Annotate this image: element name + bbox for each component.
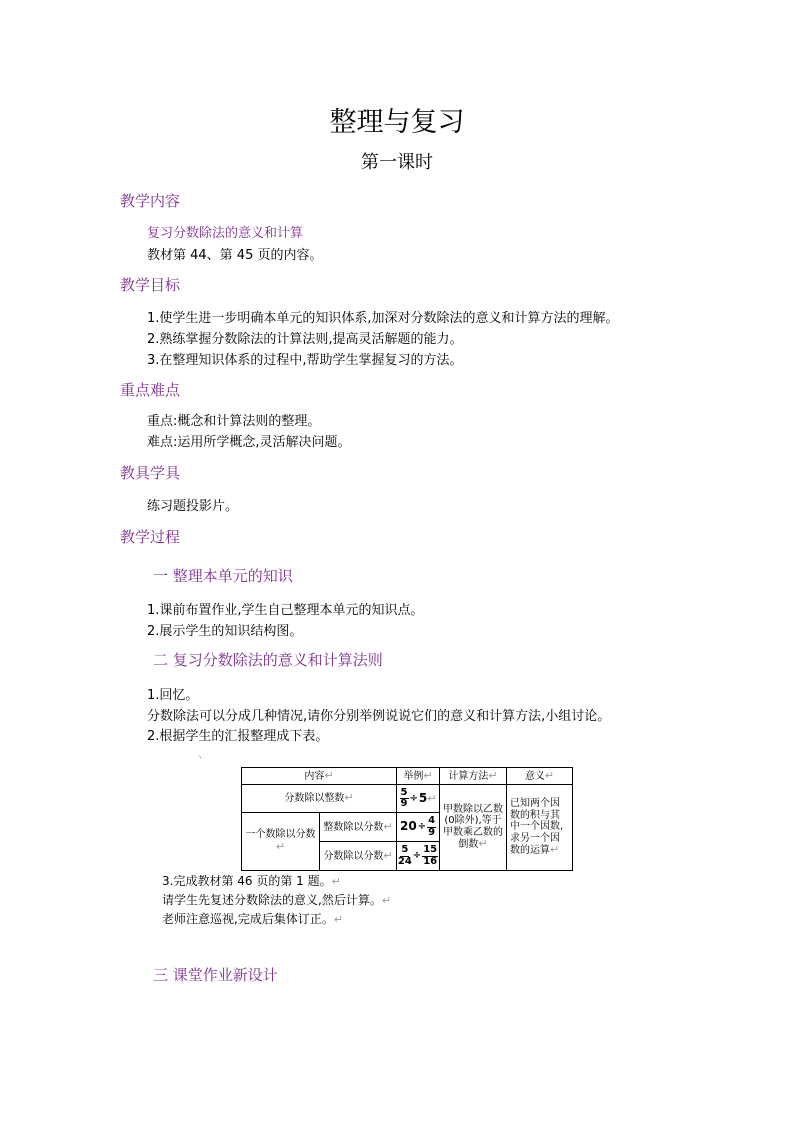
content-sub: 复习分数除法的意义和计算 (147, 226, 304, 241)
row2-label: 整数除以分数↵ (320, 813, 397, 842)
group-label: 一个数除以分数↵ (242, 813, 320, 871)
method-cell: 甲数除以乙数(0除外),等于甲数乘乙数的倒数↵ (440, 785, 507, 871)
key-point-2: 难点:运用所学概念,灵活解决问题。 (147, 435, 351, 450)
fraction: $\frac{15}{16}$ (423, 844, 438, 867)
after-table-2: 请学生先复述分数除法的意义,然后计算。↵ (162, 893, 392, 907)
table-header-method: 计算方法↵ (440, 768, 507, 785)
row3-label: 分数除以分数↵ (320, 842, 397, 871)
heading-content: 教学内容 (120, 192, 181, 210)
row1-label: 分数除以整数↵ (242, 785, 397, 813)
key-point-1: 重点:概念和计算法则的整理。 (147, 414, 321, 429)
heading-key-points: 重点难点 (120, 381, 181, 399)
content-text: 教材第 44、第 45 页的内容。 (147, 248, 323, 263)
fraction: $\frac{4}{9}$ (428, 815, 436, 838)
table-header-example: 举例↵ (397, 768, 440, 785)
stray-mark: 、 (198, 747, 209, 760)
table-header-content: 内容↵ (242, 768, 397, 785)
heading-goals: 教学目标 (120, 276, 181, 294)
heading-tools: 教具学具 (120, 464, 181, 482)
part2-item-3: 2.根据学生的汇报整理成下表。 (147, 729, 329, 744)
part2-title: 二 复习分数除法的意义和计算法则 (153, 651, 383, 669)
part1-item-2: 2.展示学生的知识结构图。 (147, 624, 303, 639)
after-table-1: 3.完成教材第 46 页的第 1 题。↵ (162, 874, 341, 888)
part2-item-1: 1.回忆。 (147, 688, 199, 703)
document-title: 整理与复习 (329, 107, 465, 138)
goal-item-2: 2.熟练掌握分数除法的计算法则,提高灵活解题的能力。 (147, 332, 463, 347)
after-table-3: 老师注意巡视,完成后集体订正。↵ (162, 912, 344, 926)
part1-item-1: 1.课前布置作业,学生自己整理本单元的知识点。 (147, 603, 424, 618)
part2-item-2: 分数除法可以分成几种情况,请你分别举例说说它们的意义和计算方法,小组讨论。 (147, 709, 611, 724)
part3-title: 三 课堂作业新设计 (153, 966, 278, 984)
meaning-cell: 已知两个因数的积与其中一个因数,求另一个因数的运算↵ (507, 785, 573, 871)
table-row (242, 785, 573, 813)
row1-example: $\frac{5}{9}$ ÷5↵ (397, 785, 440, 813)
fraction: $\frac{5}{24}$ (397, 844, 412, 867)
goal-item-1: 1.使学生进一步明确本单元的知识体系,加深对分数除法的意义和计算方法的理解。 (147, 311, 619, 326)
fraction: $\frac{5}{9}$ (400, 786, 408, 809)
heading-process: 教学过程 (120, 528, 181, 546)
row3-example: $\frac{5}{24}$ ÷ $\frac{15}{16}$ (397, 842, 440, 871)
goal-item-3: 3.在整理知识体系的过程中,帮助学生掌握复习的方法。 (147, 353, 463, 368)
table-header-meaning: 意义↵ (507, 768, 573, 785)
table-header-row (242, 768, 573, 785)
row2-example: 20÷ $\frac{4}{9}$ (397, 813, 440, 842)
tools-text: 练习题投影片。 (147, 499, 239, 514)
part1-title: 一 整理本单元的知识 (153, 567, 293, 585)
review-table (241, 767, 573, 871)
document-subtitle: 第一课时 (361, 152, 433, 173)
